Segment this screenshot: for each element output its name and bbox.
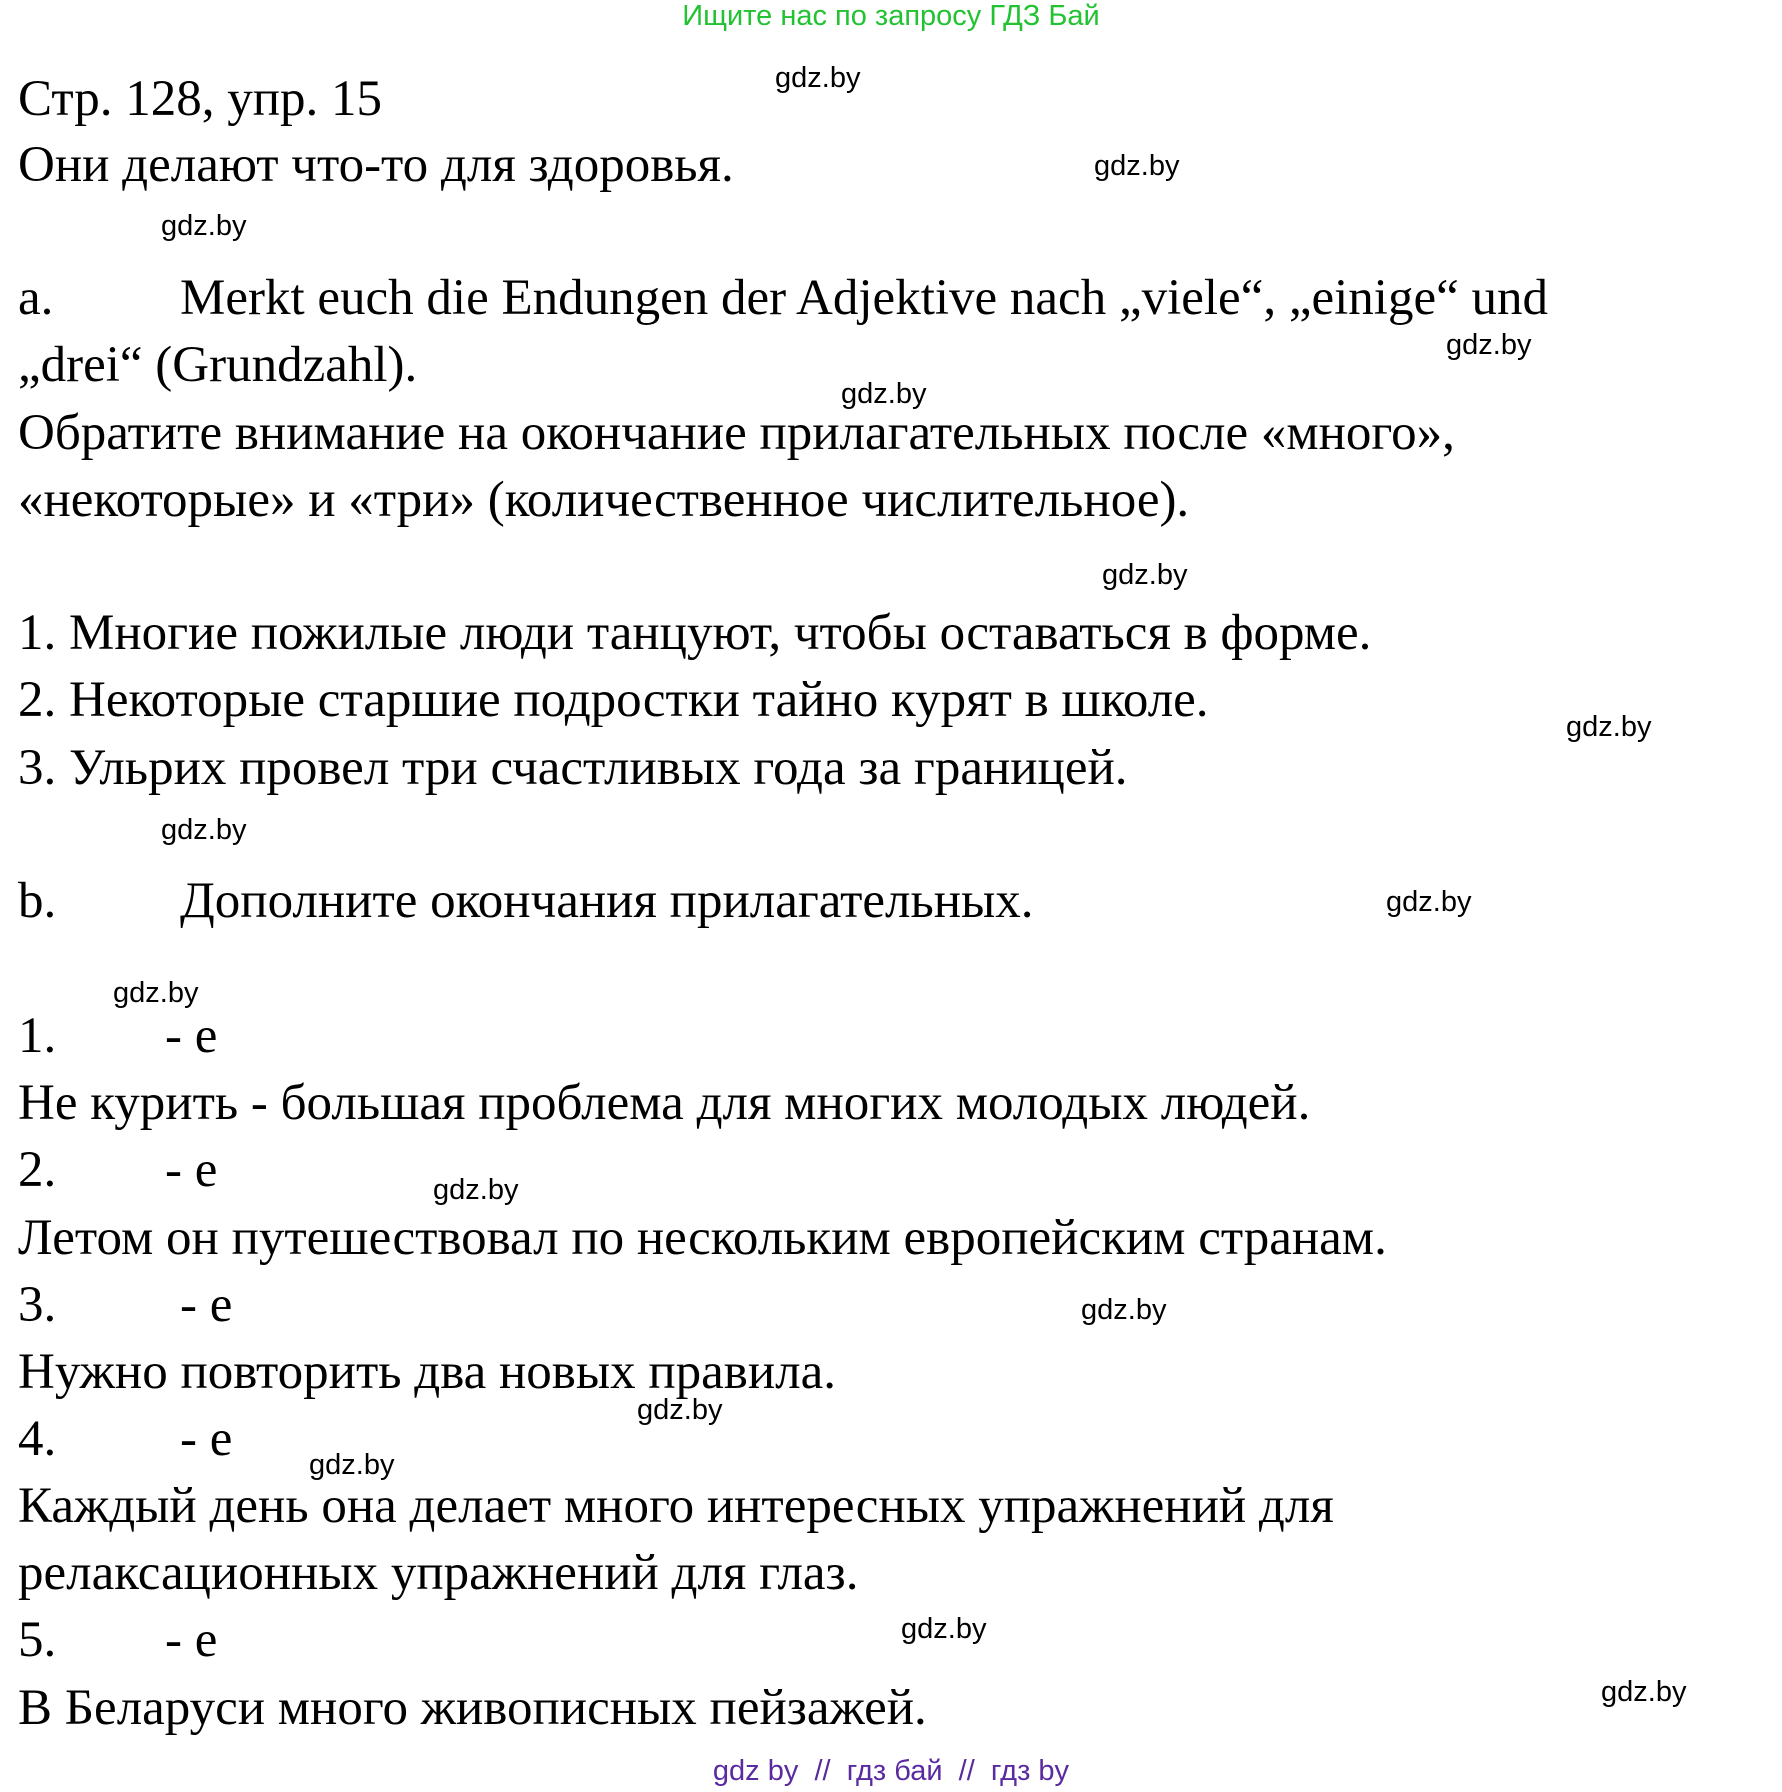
part-b-item-text: Нужно повторить два новых правила.: [18, 1344, 837, 1400]
part-a-item: 3. Ульрих провел три счастливых года за границей.: [18, 740, 1128, 796]
watermark: gdz.by: [433, 1174, 519, 1206]
watermark: gdz.by: [1094, 150, 1180, 182]
part-b-item-text: Летом он путешествовал по нескольким европейским странам.: [18, 1210, 1387, 1266]
watermark: gdz.by: [1446, 329, 1532, 361]
part-a-marker: a.: [18, 270, 54, 326]
bottom-banner: gdz by // гдз бай // гдз by: [712, 1755, 1070, 1787]
watermark: gdz.by: [775, 62, 861, 94]
part-b-marker: b.: [18, 873, 57, 929]
part-b-item-text: Не курить - большая проблема для многих молодых людей.: [18, 1075, 1311, 1131]
part-b-item-text: релаксационных упражнений для глаз.: [18, 1545, 859, 1601]
part-b-item-number: 4.: [18, 1411, 57, 1467]
page-subtitle: Они делают что-то для здоровья.: [18, 137, 734, 193]
top-banner: Ищите нас по запросу ГДЗ Бай: [682, 0, 1100, 32]
part-a-instruction-line: Merkt euch die Endungen der Adjektive nach „viele“, „einige“ und: [180, 270, 1548, 326]
part-b-item-ending: - e: [180, 1277, 233, 1333]
part-b-item-number: 1.: [18, 1008, 57, 1064]
part-b-item-number: 2.: [18, 1142, 57, 1198]
watermark: gdz.by: [1566, 711, 1652, 743]
watermark: gdz.by: [161, 814, 247, 846]
watermark: gdz.by: [113, 977, 199, 1009]
part-b-item-text: В Беларуси много живописных пейзажей.: [18, 1680, 927, 1736]
watermark: gdz.by: [1386, 886, 1472, 918]
part-a-translation-line: Обратите внимание на окончание прилагательных после «много»,: [18, 405, 1455, 461]
watermark: gdz.by: [1601, 1676, 1687, 1708]
watermark: gdz.by: [637, 1394, 723, 1426]
part-a-item: 2. Некоторые старшие подростки тайно курят в школе.: [18, 672, 1209, 728]
watermark: gdz.by: [841, 378, 927, 410]
watermark: gdz.by: [161, 210, 247, 242]
page-heading: Стр. 128, упр. 15: [18, 71, 383, 127]
watermark: gdz.by: [309, 1449, 395, 1481]
part-a-translation-line: «некоторые» и «три» (количественное числительное).: [18, 472, 1190, 528]
part-a-instruction-line: „drei“ (Grundzahl).: [18, 337, 418, 393]
part-b-instruction: Дополните окончания прилагательных.: [180, 873, 1034, 929]
part-b-item-ending: - e: [165, 1008, 218, 1064]
part-b-item-ending: - e: [165, 1612, 218, 1668]
part-b-item-ending: - e: [165, 1142, 218, 1198]
part-a-item: 1. Многие пожилые люди танцуют, чтобы оставаться в форме.: [18, 605, 1372, 661]
watermark: gdz.by: [1081, 1294, 1167, 1326]
part-b-item-text: Каждый день она делает много интересных упражнений для: [18, 1478, 1334, 1534]
watermark: gdz.by: [1102, 559, 1188, 591]
part-b-item-number: 3.: [18, 1277, 57, 1333]
watermark: gdz.by: [901, 1613, 987, 1645]
part-b-item-number: 5.: [18, 1612, 57, 1668]
part-b-item-ending: - e: [180, 1411, 233, 1467]
